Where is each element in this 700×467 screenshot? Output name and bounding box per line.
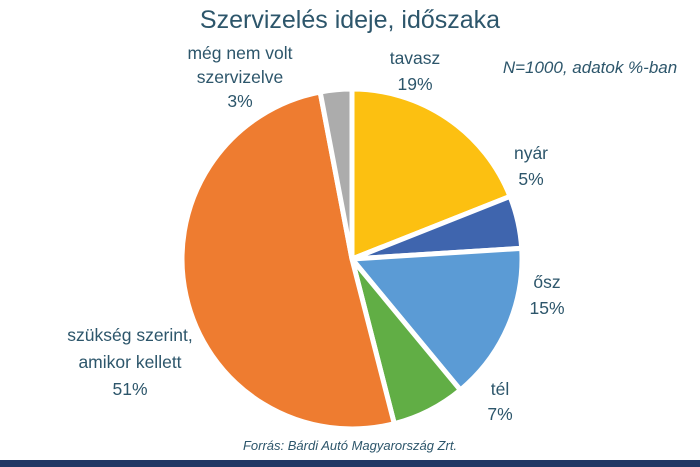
slice-label-line: szükség szerint, (67, 325, 193, 345)
slice-label-osz (497, 269, 597, 321)
slice-label-line: ősz (533, 272, 561, 292)
slice-label-line: még nem volt (187, 43, 293, 63)
sample-size-note: N=1000, adatok %-ban (502, 58, 678, 77)
slice-label-value: 15% (529, 298, 565, 318)
slice-label-line: szervizelve (196, 67, 284, 87)
slice-label-value: 3% (227, 91, 253, 111)
slice-label-tavasz (345, 45, 485, 97)
slice-label-value: 51% (112, 379, 148, 399)
slice-label-value: 19% (397, 74, 433, 94)
slice-label-meg-nem-volt (140, 41, 340, 113)
slice-label-szukseg-szerint (28, 322, 232, 403)
slice-label-tel (450, 377, 550, 427)
slice-label-value: 7% (487, 404, 513, 424)
slice-label-line: tél (490, 379, 510, 399)
slice-label-nyar (481, 140, 581, 192)
chart-title: Szervizelés ideje, időszaka (199, 6, 501, 34)
slice-label-value: 5% (518, 169, 544, 189)
slice-label-line: tavasz (389, 48, 441, 68)
footer-bar (0, 460, 700, 467)
slice-label-line: amikor kellett (78, 352, 182, 372)
source-caption: Forrás: Bárdi Autó Magyarország Zrt. (242, 438, 458, 453)
slice-label-line: nyár (513, 143, 549, 163)
